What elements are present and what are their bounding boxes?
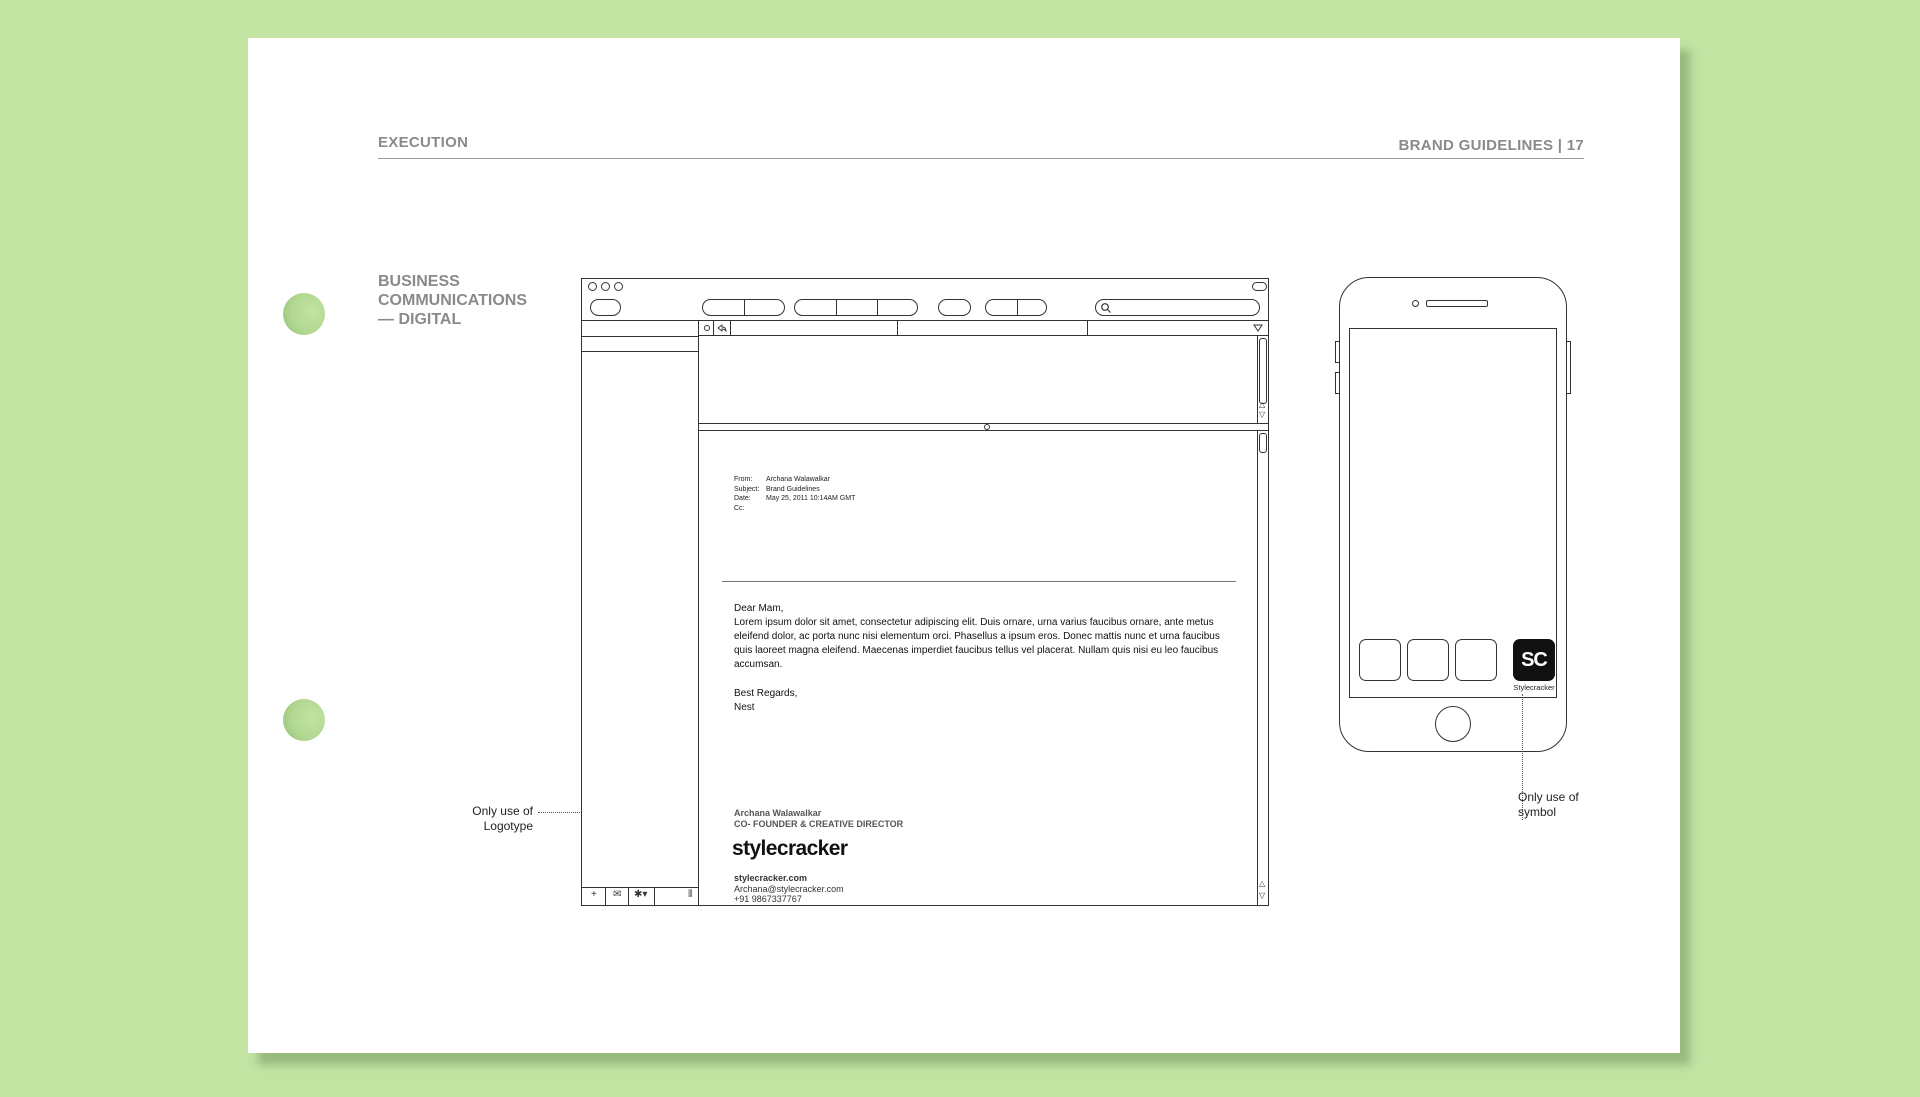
phone-screen — [1349, 328, 1557, 698]
app-placeholder[interactable] — [1455, 639, 1497, 681]
meta-row: Date: May 25, 2011 10:14AM GMT — [734, 495, 856, 502]
add-mailbox-button[interactable]: + — [591, 889, 597, 900]
email-header-rule — [722, 581, 1236, 582]
email-meta — [734, 475, 855, 513]
punch-hole-bottom — [283, 699, 325, 741]
home-button[interactable] — [1435, 706, 1471, 742]
email-closing-name: Nest — [734, 702, 755, 713]
mailbox-sidebar — [582, 321, 699, 905]
email-greeting: Dear Mam, — [734, 603, 784, 614]
resize-handle-icon[interactable]: ⦀ — [688, 889, 693, 900]
message-list-scrollbar[interactable]: △ ▽ — [1257, 335, 1268, 423]
phone-side-button — [1335, 341, 1340, 363]
app-placeholder[interactable] — [1359, 639, 1401, 681]
reply-column-icon[interactable] — [716, 323, 728, 333]
email-client-wireframe — [581, 278, 1269, 906]
settings-menu-button[interactable]: ✱▾ — [634, 889, 648, 900]
phone-wireframe — [1339, 277, 1567, 752]
window-minimize-icon[interactable] — [601, 282, 610, 291]
email-closing: Best Regards, — [734, 688, 798, 699]
symbol-callout — [1518, 790, 1579, 820]
toolbar-button-group[interactable] — [985, 299, 1047, 316]
logotype-callout — [453, 804, 533, 834]
window-close-icon[interactable] — [588, 282, 597, 291]
section-title-line: COMMUNICATIONS — [378, 292, 528, 309]
mail-icon[interactable]: ✉ — [613, 889, 622, 900]
column-options-icon[interactable] — [1253, 323, 1263, 333]
callout-text: Only use of — [472, 804, 533, 818]
camera-icon — [1412, 300, 1419, 307]
section-title-line: BUSINESS — [378, 273, 460, 290]
toolbar-button-group[interactable] — [702, 299, 785, 316]
signature-title: CO- FOUNDER & CREATIVE DIRECTOR — [734, 819, 904, 829]
meta-row: Cc: — [734, 504, 745, 512]
toolbar-button[interactable] — [938, 299, 971, 316]
phone-side-button — [1335, 372, 1340, 394]
email-body-text: Lorem ipsum dolor sit amet, consectetur adipiscing elit. Duis ornare, urna varius faucibus ornare, ante metus eleifend dolor, ac porta nunc nisi elementum orci. Phasellus a ipsum eros. Donec mattis nunc et urna faucibus quis laoreet magna eleifend. Maecenas imperdiet faucibus tellus vel placerat. Nullam quis nisi eu leo faucibus accumsan. — [734, 617, 1220, 670]
section-title-line: — DIGITAL — [378, 311, 462, 328]
toolbar-button[interactable] — [590, 299, 621, 316]
callout-text: Only use of — [1518, 790, 1579, 804]
message-list-header — [699, 321, 1268, 336]
window-zoom-icon[interactable] — [614, 282, 623, 291]
toolbar-button-group[interactable] — [794, 299, 918, 316]
signature-email[interactable]: Archana@stylecracker.com — [734, 883, 844, 894]
meta-row: Subject: Brand Guidelines — [734, 485, 820, 493]
speaker-grille — [1426, 300, 1488, 307]
punch-hole-top — [283, 293, 325, 335]
stylecracker-app-icon[interactable]: SC — [1513, 639, 1555, 681]
unread-column-icon[interactable] — [702, 323, 712, 333]
phone-side-button — [1566, 341, 1571, 394]
window-toolbar — [582, 279, 1268, 321]
search-input[interactable] — [1095, 299, 1260, 316]
search-icon — [1100, 302, 1112, 314]
header-rule — [378, 158, 1584, 159]
sidebar-footer — [582, 887, 698, 905]
email-body — [734, 602, 1220, 730]
email-signature — [734, 808, 903, 830]
guideline-page — [248, 38, 1680, 1053]
signature-phone: +91 9867337767 — [734, 894, 802, 904]
section-title — [378, 272, 527, 329]
pane-split-divider[interactable] — [699, 423, 1268, 431]
signature-contact — [734, 873, 844, 905]
callout-text: Logotype — [483, 819, 533, 833]
toolbar-toggle-button[interactable] — [1252, 282, 1267, 291]
message-body-scrollbar[interactable]: △ ▽ — [1257, 430, 1268, 905]
signature-website[interactable]: stylecracker.com — [734, 873, 808, 883]
app-placeholder[interactable] — [1407, 639, 1449, 681]
page-section-label: EXECUTION — [378, 134, 469, 151]
app-label: Stylecracker — [1513, 683, 1555, 692]
meta-row: From: Archana Walawalkar — [734, 476, 830, 483]
stylecracker-logotype: stylecracker — [732, 837, 848, 860]
signature-name: Archana Walawalkar — [734, 808, 822, 818]
callout-text: symbol — [1518, 805, 1557, 819]
page-number-label: BRAND GUIDELINES | 17 — [1398, 137, 1584, 154]
